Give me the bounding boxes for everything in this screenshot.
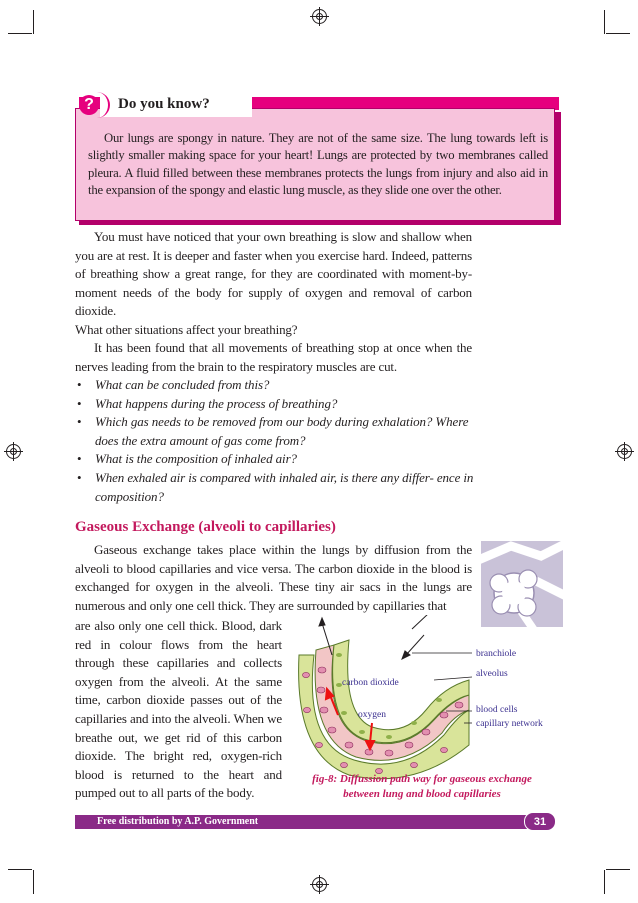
gaseous-exchange-paragraph [75,541,472,615]
do-you-know-title: Do you know? [118,96,210,112]
question-mark-icon: ? [79,95,99,115]
label-branchiole: branchiole [476,649,517,659]
label-carbon-dioxide: carbon dioxide [342,678,399,688]
gaseous-exchange-paragraph-cont: are also only one cell thick. Blood, dark red in colour flows from the heart through these capillaries and collects oxygen from the alveoli. At the same time, carbon dioxide passes out of the capillaries and into the alveoli. When we breathe out, we get rid of this carbon dioxide. The bright red, oxygen-rich blood is returned to the heart and pumped out to all parts of the body. [75,618,282,801]
crop-mark [33,870,34,894]
crop-mark [606,869,630,870]
label-blood-cells: blood cells [476,705,518,715]
paragraph-text: It has been found that all movements of breathing stop at once when the nerves leading from the brain to the respiratory muscles are cut. [75,340,472,374]
question-list [75,376,475,506]
label-oxygen: oxygen [358,710,386,720]
crop-mark [33,10,34,34]
footer-text: Free distribution by A.P. Government [97,816,259,827]
list-item: • What happens during the process of breathing? [75,395,475,414]
caption-line: fig-8: Diffussion path way for gaseous exchange [312,773,532,785]
section-heading: Gaseous Exchange (alveoli to capillaries) [75,519,336,535]
crop-mark [604,870,605,894]
registration-mark-icon [617,444,632,459]
breathing-paragraph [75,228,472,321]
registration-mark-icon [312,877,327,892]
registration-mark-icon [6,444,21,459]
crop-mark [8,869,32,870]
list-item: • What is the composition of inhaled air? [75,450,475,469]
breathing-question: What other situations affect your breathing? [75,322,298,337]
registration-mark-icon [312,9,327,24]
list-item: • What can be concluded from this? [75,376,475,395]
do-you-know-paragraph: Our lungs are spongy in nature. They are not of the same size. The lung towards left is slightly smaller making space for your heart! Lungs are protected by two membranes called pleura. A fluid filled between these membranes protects the lungs from injury and also aid in the expansion of the spongy and elastic lung muscle, as they slide one over the other. [88,131,548,198]
figure-caption [292,772,552,802]
caption-line: between lung and blood capillaries [343,788,501,800]
alveolus-capillary-diagram [294,615,544,780]
list-item: • When exhaled air is compared with inhaled air, is there any differ- ence in composition? [75,469,475,506]
paragraph-text: You must have noticed that your own breathing is slow and shallow when you are at rest. It is deeper and faster when you exercise hard. Indeed, patterns of breathing show a great range, for they are coordinated with moment-by-moment needs of the body for supply of oxygen and removal of carbon dioxide. [75,229,472,319]
crop-mark [604,10,605,34]
list-item: • Which gas needs to be removed from our body during exhalation? Where does the extra amount of gas come from? [75,413,475,450]
nerve-paragraph [75,339,472,376]
diffusion-diagram [294,615,544,780]
label-capillary-network: capillary network [476,719,543,729]
page-number: 31 [524,812,556,831]
paragraph-text: Gaseous exchange takes place within the lungs by diffusion from the alveoli to blood capillaries and vice versa. The carbon dioxide in the blood is exchanged for oxygen in the alveoli. These tiny air sacs in the lungs are numerous and only one cell thick. They are surrounded by capillaries that [75,542,472,613]
do-you-know-text [88,130,548,200]
crop-mark [606,33,630,34]
label-alveolus: alveolus [476,669,508,679]
crop-mark [8,33,32,34]
